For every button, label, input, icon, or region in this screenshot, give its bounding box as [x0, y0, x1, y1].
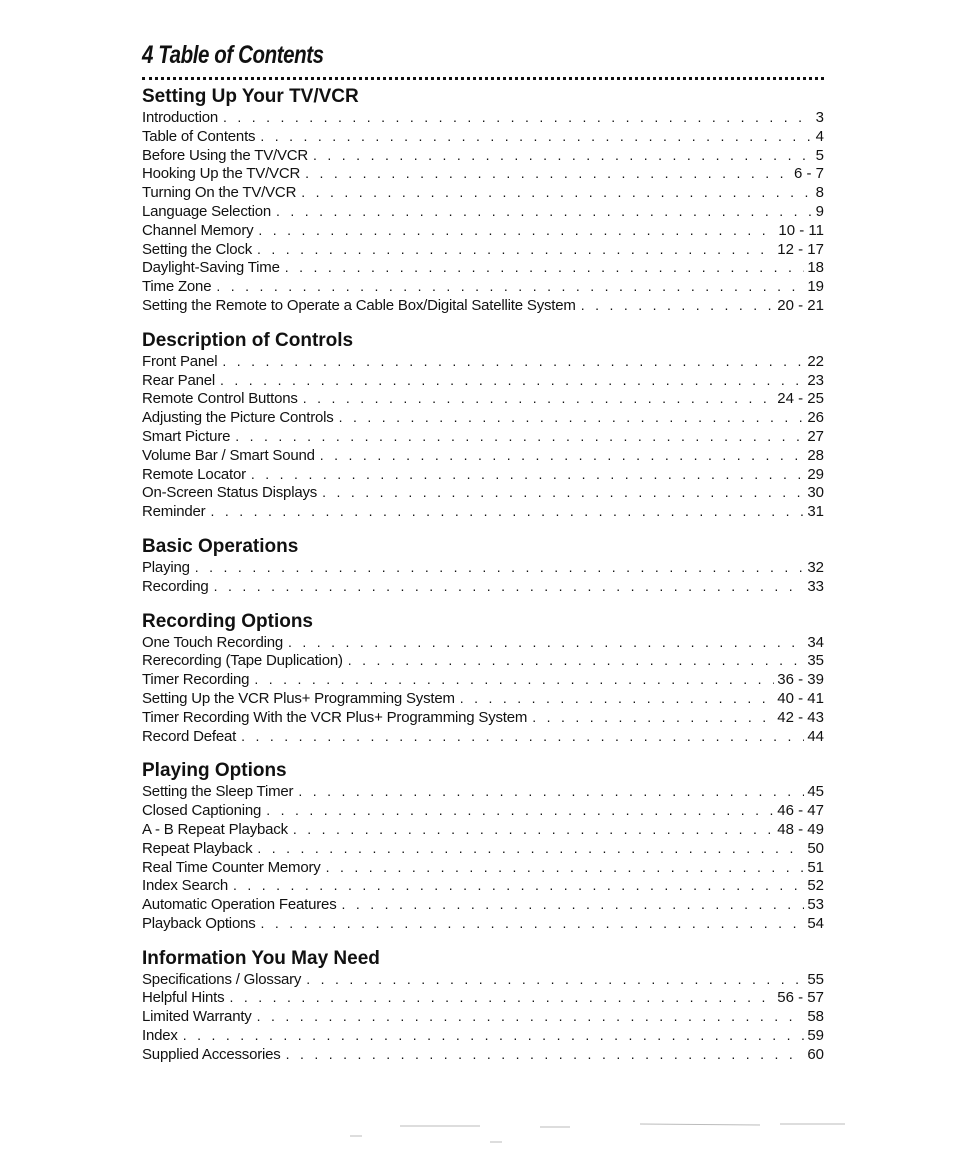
toc-entry: [142, 633, 824, 652]
toc-section-recording-options: [142, 611, 824, 746]
toc-entry: [142, 876, 824, 895]
dot-leader: [305, 164, 791, 183]
toc-entry: [142, 202, 824, 221]
toc-entry: [142, 164, 824, 183]
toc-entry: [142, 577, 824, 596]
toc-entry-label: Table of Contents: [142, 127, 256, 145]
toc-entry-page-number: 56 - 57: [777, 989, 824, 1007]
toc-entry-label: Before Using the TV/VCR: [142, 146, 309, 164]
dot-leader: [288, 633, 804, 652]
dot-leader: [257, 839, 804, 858]
toc-entry-page-number: 4: [815, 127, 824, 145]
toc-entry-label: Record Defeat: [142, 727, 237, 745]
toc-entry: [142, 408, 824, 427]
toc-entry-label: Timer Recording With the VCR Plus+ Programming System: [142, 708, 528, 726]
toc-entry-label: Index Search: [142, 877, 228, 895]
toc-entry-label: Limited Warranty: [142, 1008, 252, 1026]
toc-entry: [142, 858, 824, 877]
toc-entry-label: Smart Picture: [142, 427, 231, 445]
toc-entry-page-number: 8: [815, 184, 824, 202]
toc-entry-page-number: 29: [807, 465, 824, 483]
section-heading: Setting Up Your TV/VCR: [142, 86, 359, 107]
toc-section-playing-options: [142, 760, 824, 932]
toc-entry-label: Rerecording (Tape Duplication): [142, 652, 343, 670]
toc-entry-page-number: 27: [807, 427, 824, 445]
toc-entry-page-number: 26: [807, 409, 824, 427]
dot-leader: [276, 202, 813, 221]
toc-entry-page-number: 59: [807, 1027, 824, 1045]
dot-leader: [532, 708, 774, 727]
section-heading: Description of Controls: [142, 329, 354, 351]
toc-entry-label: Timer Recording: [142, 671, 250, 689]
dot-leader: [320, 446, 805, 465]
toc-entry: [142, 820, 824, 839]
dot-leader: [266, 801, 774, 820]
toc-entry: [142, 1007, 824, 1026]
toc-entry-page-number: 44: [807, 727, 824, 745]
toc-entry-label: Reminder: [142, 503, 206, 521]
toc-entry: [142, 651, 824, 670]
toc-entry: [142, 1026, 824, 1045]
toc-entry-label: Volume Bar / Smart Sound: [142, 446, 315, 464]
toc-section-setting-up-your-tv-vcr: [142, 86, 824, 315]
toc-entry: [142, 183, 824, 202]
toc-entry: [142, 446, 824, 465]
toc-entry-page-number: 22: [807, 352, 824, 370]
toc-entry: [142, 427, 824, 446]
toc-entry-page-number: 54: [807, 914, 824, 932]
dot-leader: [581, 296, 775, 315]
toc-entry: [142, 352, 824, 371]
toc-entry-label: One Touch Recording: [142, 633, 284, 651]
dot-leader: [301, 183, 812, 202]
toc-entry-page-number: 20 - 21: [777, 296, 824, 314]
dot-leader: [293, 820, 774, 839]
toc-entry-page-number: 10 - 11: [778, 221, 824, 239]
toc-entry-page-number: 3: [815, 109, 824, 126]
toc-entry: [142, 708, 824, 727]
toc-entry: [142, 988, 824, 1007]
toc-entry-label: Daylight-Saving Time: [142, 259, 280, 277]
toc-entry-page-number: 60: [807, 1045, 824, 1063]
section-heading: Information You May Need: [142, 947, 380, 969]
toc-entry: [142, 258, 824, 277]
toc-entry-page-number: 33: [807, 577, 824, 595]
dot-leader: [222, 352, 804, 371]
toc-entry-label: Rear Panel: [142, 371, 216, 389]
toc-entry-page-number: 52: [807, 877, 824, 895]
dot-leader: [235, 427, 804, 446]
toc-entry-page-number: 42 - 43: [777, 708, 824, 726]
section-heading: Recording Options: [142, 610, 313, 632]
dot-leader: [257, 1007, 805, 1026]
toc-entry: [142, 670, 824, 689]
toc-entry: [142, 221, 824, 240]
dot-leader: [306, 970, 804, 989]
toc-entry: [142, 970, 824, 989]
dot-leader: [214, 577, 805, 596]
toc-entry-page-number: 34: [807, 633, 824, 651]
toc-entry-label: Turning On the TV/VCR: [142, 184, 297, 202]
toc-entry-label: Setting the Clock: [142, 240, 252, 258]
toc-entry-label: Index: [142, 1027, 178, 1045]
toc-entry-page-number: 45: [807, 783, 824, 801]
dot-leader: [220, 371, 804, 390]
dot-leader: [257, 240, 774, 259]
toc-entry-label: Introduction: [142, 109, 218, 126]
toc-entry: [142, 389, 824, 408]
toc-entry-page-number: 6 - 7: [793, 165, 824, 183]
toc-entry-label: Setting the Sleep Timer: [142, 783, 294, 801]
toc-entry: [142, 240, 824, 259]
dot-leader: [195, 558, 805, 577]
dot-leader: [254, 670, 774, 689]
dot-leader: [285, 258, 805, 277]
toc-entry-page-number: 40 - 41: [777, 689, 824, 707]
toc-entry-page-number: 55: [807, 970, 824, 988]
toc-entry: [142, 483, 824, 502]
toc-entry-page-number: 30: [807, 484, 824, 502]
toc-entry-label: Helpful Hints: [142, 989, 225, 1007]
dot-leader: [223, 108, 813, 127]
toc-entry: [142, 689, 824, 708]
dot-leader: [210, 502, 804, 521]
toc-entry-page-number: 12 - 17: [777, 240, 824, 258]
toc-entry-label: Remote Locator: [142, 465, 246, 483]
dot-leader: [258, 221, 775, 240]
toc-entry-page-number: 46 - 47: [777, 802, 824, 820]
toc-entry-label: Supplied Accessories: [142, 1045, 281, 1063]
dot-leader: [339, 408, 805, 427]
toc-entry-label: Playback Options: [142, 914, 256, 932]
toc-entry-label: Remote Control Buttons: [142, 390, 298, 408]
toc-entry-label: Automatic Operation Features: [142, 896, 337, 914]
dot-leader: [326, 858, 805, 877]
toc-entry-page-number: 32: [807, 558, 824, 576]
toc-entry: [142, 558, 824, 577]
table-of-contents-page: [142, 40, 824, 1064]
toc-entry-page-number: 23: [807, 371, 824, 389]
dot-leader: [216, 277, 804, 296]
toc-entry: [142, 839, 824, 858]
toc-entry-label: Time Zone: [142, 278, 212, 296]
toc-entry-page-number: 53: [807, 896, 824, 914]
dot-leader: [260, 127, 812, 146]
toc-entry-label: A - B Repeat Playback: [142, 820, 288, 838]
dot-leader: [251, 465, 804, 484]
toc-entry-page-number: 24 - 25: [777, 390, 824, 408]
page-title: 4 Table of Contents: [142, 41, 324, 69]
toc-entry: [142, 108, 824, 127]
toc-section-information-you-may-need: [142, 948, 824, 1064]
toc-section-basic-operations: [142, 536, 824, 596]
dot-leader: [298, 782, 804, 801]
toc-entry-label: Real Time Counter Memory: [142, 858, 321, 876]
toc-entry: [142, 727, 824, 746]
dotted-title-rule: [142, 77, 824, 80]
toc-section-description-of-controls: [142, 330, 824, 521]
dot-leader: [460, 689, 775, 708]
toc-entry-label: Playing: [142, 558, 190, 576]
toc-entry-label: Channel Memory: [142, 221, 254, 239]
dot-leader: [303, 389, 775, 408]
toc-entry-label: On-Screen Status Displays: [142, 484, 318, 502]
toc-entry-page-number: 19: [807, 278, 824, 296]
toc-entry-page-number: 9: [815, 202, 824, 220]
dot-leader: [241, 727, 804, 746]
toc-entry-label: Language Selection: [142, 202, 272, 220]
toc-entry-label: Adjusting the Picture Controls: [142, 409, 334, 427]
toc-entry-page-number: 18: [807, 259, 824, 277]
toc-entry-page-number: 50: [807, 839, 824, 857]
toc-entry-page-number: 58: [807, 1008, 824, 1026]
toc-entry: [142, 801, 824, 820]
toc-entry-page-number: 35: [807, 652, 824, 670]
dot-leader: [313, 146, 813, 165]
dot-leader: [261, 914, 805, 933]
toc-entry: [142, 127, 824, 146]
toc-entry: [142, 277, 824, 296]
dot-leader: [322, 483, 804, 502]
dot-leader: [348, 651, 805, 670]
toc-entry-label: Setting the Remote to Operate a Cable Box/Digital Satellite System: [142, 296, 576, 314]
dot-leader: [183, 1026, 805, 1045]
scan-noise-marks: [240, 1118, 850, 1148]
section-heading: Basic Operations: [142, 535, 299, 557]
toc-entry-label: Closed Captioning: [142, 802, 262, 820]
toc-entry: [142, 296, 824, 315]
toc-entry-label: Recording: [142, 577, 209, 595]
toc-entry: [142, 782, 824, 801]
toc-entry: [142, 1045, 824, 1064]
toc-entry-label: Specifications / Glossary: [142, 970, 302, 988]
toc-entry-label: Front Panel: [142, 352, 218, 370]
toc-entry-page-number: 48 - 49: [777, 820, 824, 838]
section-heading: Playing Options: [142, 760, 287, 782]
toc-entry: [142, 465, 824, 484]
dot-leader: [233, 876, 804, 895]
toc-entry-label: Repeat Playback: [142, 839, 253, 857]
toc-entry: [142, 502, 824, 521]
toc-entry-page-number: 31: [807, 503, 824, 521]
toc-entry-page-number: 51: [807, 858, 824, 876]
toc-entry: [142, 895, 824, 914]
toc-entry-page-number: 5: [815, 146, 824, 164]
toc-entry: [142, 146, 824, 165]
toc-sections: [142, 86, 824, 1064]
dot-leader: [286, 1045, 805, 1064]
toc-entry-label: Hooking Up the TV/VCR: [142, 165, 301, 183]
toc-entry-page-number: 36 - 39: [777, 671, 824, 689]
toc-entry: [142, 371, 824, 390]
dot-leader: [342, 895, 805, 914]
toc-entry-page-number: 28: [807, 446, 824, 464]
toc-entry-label: Setting Up the VCR Plus+ Programming System: [142, 689, 455, 707]
toc-entry: [142, 914, 824, 933]
dot-leader: [229, 988, 774, 1007]
